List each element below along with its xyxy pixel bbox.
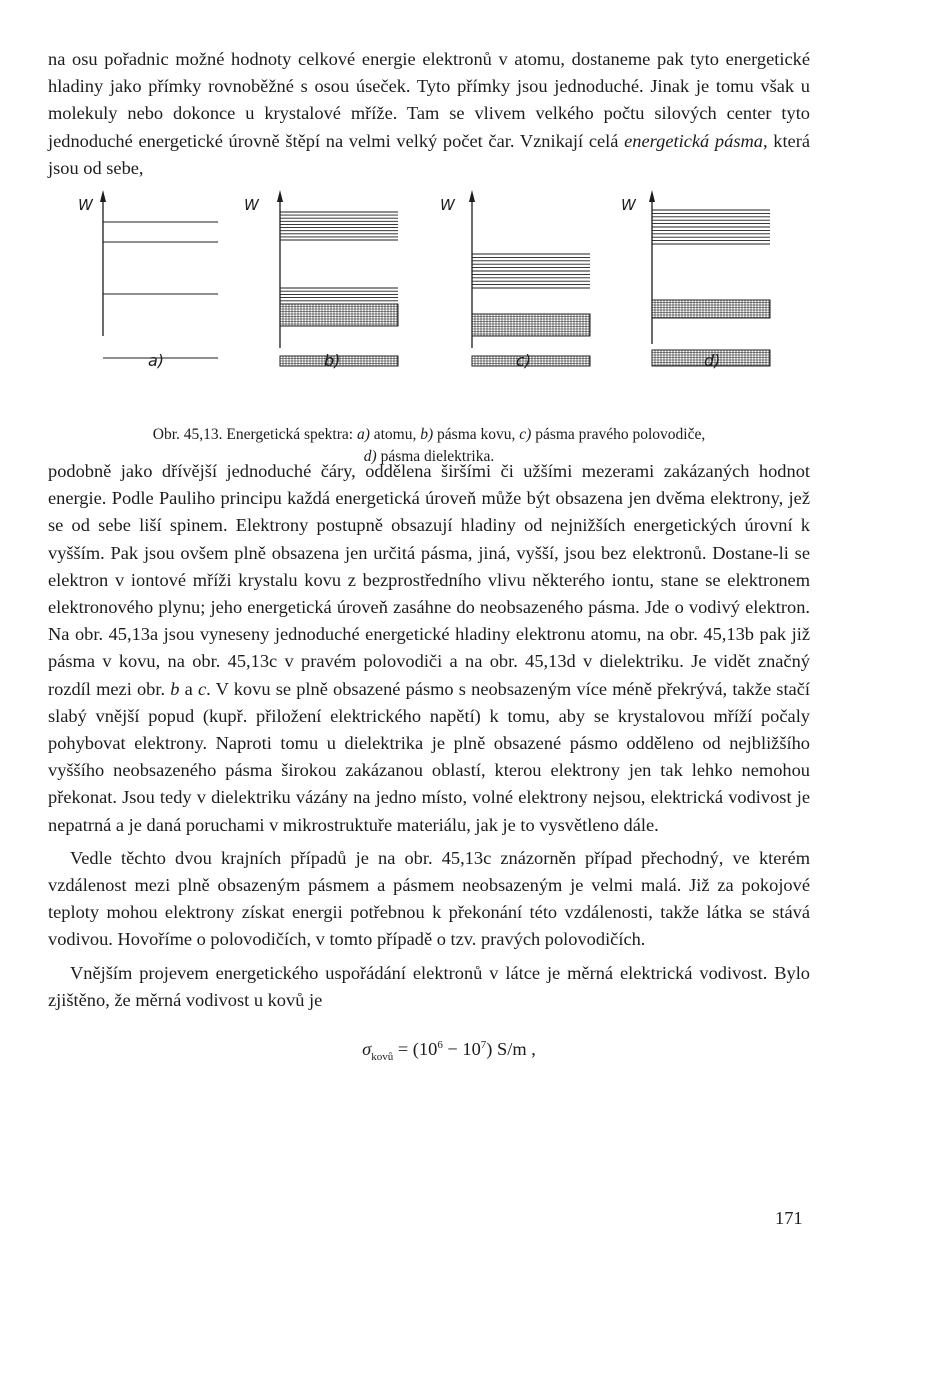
axis-arrow bbox=[277, 190, 283, 202]
axis-arrow bbox=[649, 190, 655, 202]
caption-line-2: d) pásma dielektrika. bbox=[363, 448, 495, 466]
panel-label: b) bbox=[324, 351, 341, 371]
axis-arrow bbox=[469, 190, 475, 202]
caption-line-1: Obr. 45,13. Energetická spektra: a) atomu, b) pásma kovu, c) pásma pravého polovodiče, bbox=[152, 426, 706, 444]
paragraph-2: podobně jako dřívější jednoduché čáry, oddělena širšími či užšími mezerami zakázaných hodnot energie. Podle Pauliho principu každá energetická úroveň může být obsazena jen dvěma elektrony, jež se od sebe liší spinem. Elektrony postupně obsazují hladiny od nejnižších energetických úrovní k vyšším. Pak jsou ovšem plně obsazena jen určitá pásma, jiná, vyšší, jsou bez elektronů. Dostane-li se elektron v iontové mříži krystalu kovu z bezprostředního vlivu některého iontu, stane se elektronem elektronového plynu; jeho energetická úroveň zasáhne do neobsazeného pásma. Jde o vodivý elektron. Na obr. 45,13a jsou vyneseny jednoduché energetické hladiny elektronu atomu, na obr. 45,13b pak již pásma v kovu, na obr. 45,13c v pravém polovodiči a na obr. 45,13d v dielektriku. Je vidět značný rozdíl mezi obr. b a c. V kovu se plně obsazené pásmo s neobsazeným více méně překrývá, takže stačí slabý vnější popud (kupř. přiložení elektrického napětí) k tomu, aby se krystalovou mříží počaly pohybovat elektrony. Naproti tomu u dielektrika je plně obsazené pásmo odděleno od nejbližšího vyššího neobsazeného pásma širokou zakázanou oblastí, kterou elektrony jen tak lehko nemohou překonat. Jsou tedy v dielektriku vázány na jedno místo, volné elektrony nejsou, elektrická vodivost je nepatrná a je daná poruchami v mikrostruktuře materiálu, jak je to vysvětleno dále. bbox=[48, 461, 810, 835]
axis-label-w: W bbox=[78, 196, 93, 215]
panel-label: a) bbox=[148, 351, 165, 371]
paragraph-1 bbox=[48, 46, 810, 182]
paragraph-1-text: na osu pořadnic možné hodnoty celkové energie elektronů v atomu, dostaneme pak tyto energetické hladiny jako přímky rovnoběžné s osou úseček. Tyto přímky jsou jednoduché. Jinak je tomu však u molekuly nebo dokonce u krystalové mříže. Tam se vlivem velkého počtu silových center tyto jednoduché energetické úrovně štěpí na velmi velký počet čar. Vznikají celá bbox=[48, 49, 810, 151]
energy-spectra-diagram bbox=[48, 188, 810, 424]
axis-label-w: W bbox=[621, 196, 636, 215]
axis-label-w: W bbox=[440, 196, 455, 215]
figure-caption bbox=[48, 424, 810, 468]
page-body bbox=[48, 46, 810, 1062]
panel-label: d) bbox=[704, 351, 721, 371]
axis-arrow bbox=[100, 190, 106, 202]
figure-45-13 bbox=[48, 188, 810, 466]
panel-label: c) bbox=[516, 351, 532, 371]
paragraph-1-emphasis: energetická pásma bbox=[624, 130, 763, 151]
paragraph-4: Vnějším projevem energetického uspořádání elektronů v látce je měrná elektrická vodivost. Bylo zjištěno, že měrná vodivost u kovů je bbox=[48, 962, 810, 1010]
paragraph-1-tail: , která jsou od sebe, bbox=[48, 130, 810, 178]
conductivity-formula: $\sigma_{kovů} = (10^6 - 10^7)$ S/m , bbox=[362, 1039, 536, 1063]
page-number: 171 bbox=[775, 1208, 803, 1228]
axis-label-w: W bbox=[244, 196, 259, 215]
paragraph-3: Vedle těchto dvou krajních případů je na obr. 45,13c znázorněn případ přechodný, ve kterém vzdálenost mezi plně obsazeným pásmem a pásmem neobsazeným je velmi malá. Již za pokojové teploty mohou elektrony získat energii potřebnou k překonání této vzdálenosti, takže látka se stává vodivou. Hovoříme o polovodičích, v tomto případě o tzv. pravých polovodičích. bbox=[48, 847, 810, 950]
